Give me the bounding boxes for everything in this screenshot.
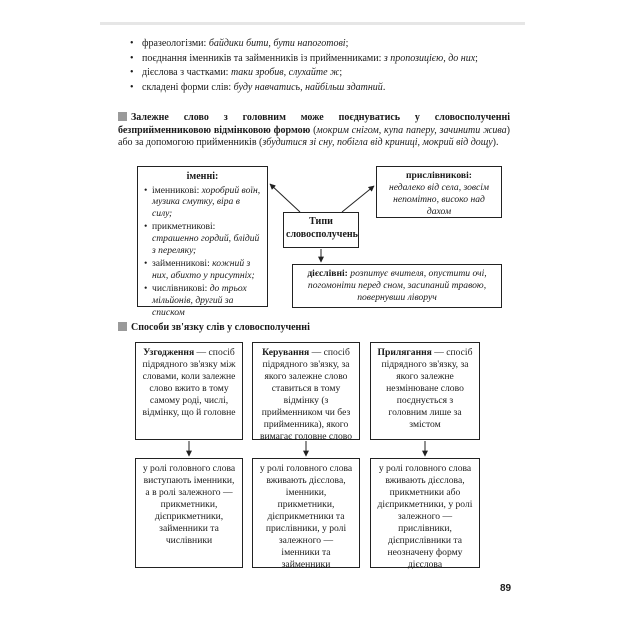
agreement-box: Узгодження — спосіб підрядного зв'язку між словами, коли залежне слово вжито в тому самому роді, числі, відмінку, що й головне xyxy=(135,342,243,440)
square-marker-icon xyxy=(118,112,127,121)
arrow-to-adverbial xyxy=(342,186,374,212)
nominal-heading: іменні: xyxy=(186,171,219,182)
agreement-detail-box: у ролі головного слова виступають іменники, а в ролі залежного — прикметники, дієприкметники, займенники та числівники xyxy=(135,458,243,568)
square-marker-icon xyxy=(118,322,127,331)
center-types-box: Типи словосполучень xyxy=(283,212,359,248)
list-item: • складені форми слів: буду навчатись, найбільш здатний. xyxy=(128,82,508,95)
verbal-types-box: дієслівні: розпитує вчителя, опустити очі, погомоніти перед сном, засипаний травою, повернувши ліворуч xyxy=(292,264,502,308)
nominal-types-box xyxy=(137,166,268,319)
adjoining-box: Прилягання — спосіб підрядного зв'язку, за якого залежне незмінюване слово поєднується з головним лише за змістом xyxy=(370,342,480,440)
top-rule xyxy=(100,22,525,25)
page-number: 89 xyxy=(500,583,512,594)
list-item: • дієслова з частками: таки зробив, слухайте ж; xyxy=(128,67,508,80)
list-item: • займенникові: кожний з них, абихто у присутніх; xyxy=(144,258,261,282)
adjoining-detail-box: у ролі головного слова вживають дієслова, прикметники або дієприкметники, у ролі залежного — прислівники, дієприслівники та неозначену форму дієслова xyxy=(370,458,480,568)
list-item: • поєднання іменників та займенників із прийменниками: з пропозицією, до них; xyxy=(128,53,508,66)
arrow-to-nominal xyxy=(270,184,300,212)
bullet-list xyxy=(128,38,508,96)
government-detail-box: у ролі головного слова вживають дієслова, іменники, прикметники, дієприкметники та прислівники, у ролі залежного — іменники та займенники xyxy=(252,458,360,568)
list-item: • прикметникові: страшенно гордий, блідий з переляку; xyxy=(144,221,261,257)
list-item: • фразеологізми: байдики бити, бути напоготові; xyxy=(128,38,508,51)
rule-paragraph: Залежне слово з головним може поєднуватись у словосполученні безприйменниковою відмінковою формою (мокрим снігом, купа паперу, зачинити жива) або за допомогою прийменників (збудитися зі сну, побігла від криниці, мокрий від дощу). xyxy=(118,112,510,148)
government-box: Керування — спосіб підрядного зв'язку, за якого залежне слово ставиться в тому відмінку (з прийменником чи без прийменника), якого вимагає головне слово xyxy=(252,342,360,440)
list-item: • іменникові: хоробрий воїн, музика смутку, віра в силу; xyxy=(144,185,261,221)
section-title: Способи зв'язку слів у словосполученні xyxy=(118,322,310,335)
list-item: • числівникові: до трьох мільйонів, другий за списком xyxy=(144,283,261,319)
adverbial-types-box: прислівникові: недалеко від села, зовсім непомітно, високо над дахом xyxy=(376,166,502,218)
